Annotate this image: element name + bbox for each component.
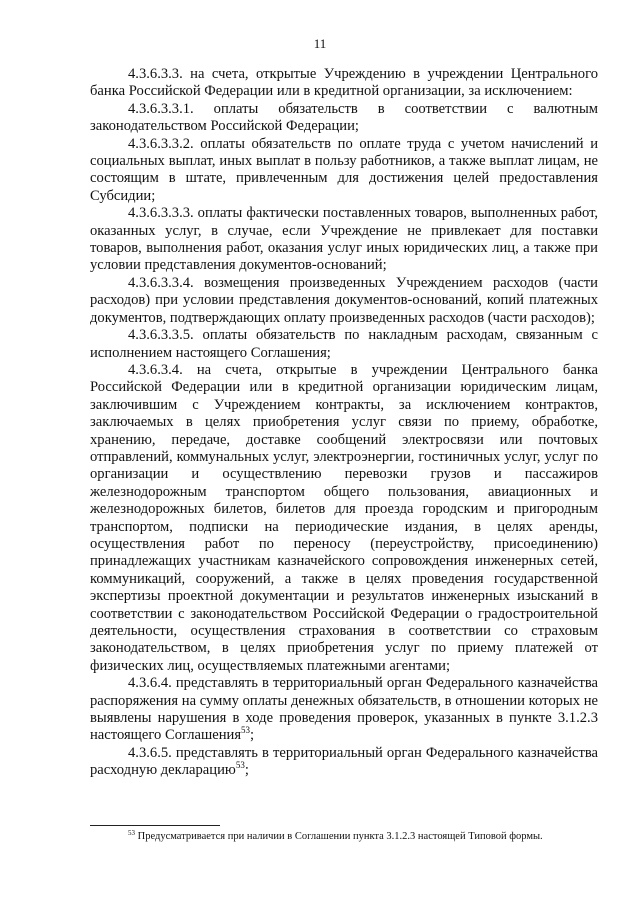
footnote-ref-53[interactable]: 53 <box>235 760 245 771</box>
clause-4-3-6-3-4: 4.3.6.3.4. на счета, открытые в учреждении Центрального банка Российской Федерации или в кредитной организации юридическим лицам, заключившим с Учреждением контракты, за исключением контрактов, заключаемых в целях приобретения услуг связи по приему, обработке, хранению, передаче, доставке сообщений электросвязи или почтовых отправлений, коммунальных услуг, электроэнергии, гостиничных услуг, услуг по организации и осуществлению перевозки грузов и пассажиров железнодорожным транспортом общего пользования, авиационных и железнодорожных билетов, билетов для проезда городским и пригородным транспортом, подписки на периодические издания, в целях аренды, осуществления работ по переносу (переустройству, присоединению) принадлежащих участникам казначейского сопровождения инженерных сетей, коммуникаций, сооружений, а также в целях проведения государственной экспертизы проектной документации и результатов инженерных изысканий в соответствии с законодательством Российской Федерации о градостроительной деятельности, осуществления страхования в соответствии со страховым законодательством, в целях приобретения услуг по приему платежей от физических лиц, осуществляемых платежными агентами; <box>90 361 598 674</box>
footnote-text: Предусматривается при наличии в Соглашении пункта 3.1.2.3 настоящей Типовой формы. <box>135 831 543 842</box>
clause-4-3-6-5-tail: ; <box>244 762 249 779</box>
clause-4-3-6-4-text: 4.3.6.4. представлять в территориальный орган Федерального казначейства распоряжения на сумму оплаты денежных обязательств, в отношении которых не выявлены нарушения в ходе проведения проверок, указанных в пункте 3.1.2.3 настоящего Соглашения <box>90 675 598 744</box>
clause-4-3-6-3-3-1: 4.3.6.3.3.1. оплаты обязательств в соответствии с валютным законодательством Российской Федерации; <box>90 100 598 135</box>
clause-4-3-6-3-3-5: 4.3.6.3.3.5. оплаты обязательств по накладным расходам, связанным с исполнением настоящего Соглашения; <box>90 327 598 361</box>
footnote-divider <box>90 825 220 826</box>
clause-4-3-6-3-3: 4.3.6.3.3. на счета, открытые Учреждению в учреждении Центрального банка Российской Федерации или в кредитной организации, за исключением: <box>90 66 598 100</box>
clause-4-3-6-5 <box>90 745 598 780</box>
page-number: 11 <box>313 36 327 51</box>
clause-4-3-6-3-3-2: 4.3.6.3.3.2. оплаты обязательств по оплате труда с учетом начислений и социальных выплат, иных выплат в пользу работников, а также выплат лицам, не состоящим в штате, привлеченным для достижения целей предоставления Субсидии; <box>90 135 598 204</box>
clause-4-3-6-3-3-3: 4.3.6.3.3.3. оплаты фактически поставленных товаров, выполненных работ, оказанных услуг, в случае, если Учреждение не привлекает для поставки товаров, выполнения работ, оказания услуг иных юридических лиц, а также при условии представления документов-оснований; <box>90 205 598 274</box>
footnote-ref-53[interactable]: 53 <box>241 725 251 736</box>
clause-4-3-6-3-3-4: 4.3.6.3.3.4. возмещения произведенных Учреждением расходов (части расходов) при условии представления документов-оснований, копий платежных документов, подтверждающих оплату произведенных расходов (части расходов); <box>90 274 598 326</box>
footnote-number: 53 <box>128 829 135 837</box>
document-body <box>90 66 598 780</box>
footnote-53 <box>90 830 598 843</box>
clause-4-3-6-5-text: 4.3.6.5. представлять в территориальный орган Федерального казначейства расходную декларацию <box>90 744 598 779</box>
clause-4-3-6-4 <box>90 675 598 745</box>
clause-4-3-6-4-tail: ; <box>250 727 255 744</box>
